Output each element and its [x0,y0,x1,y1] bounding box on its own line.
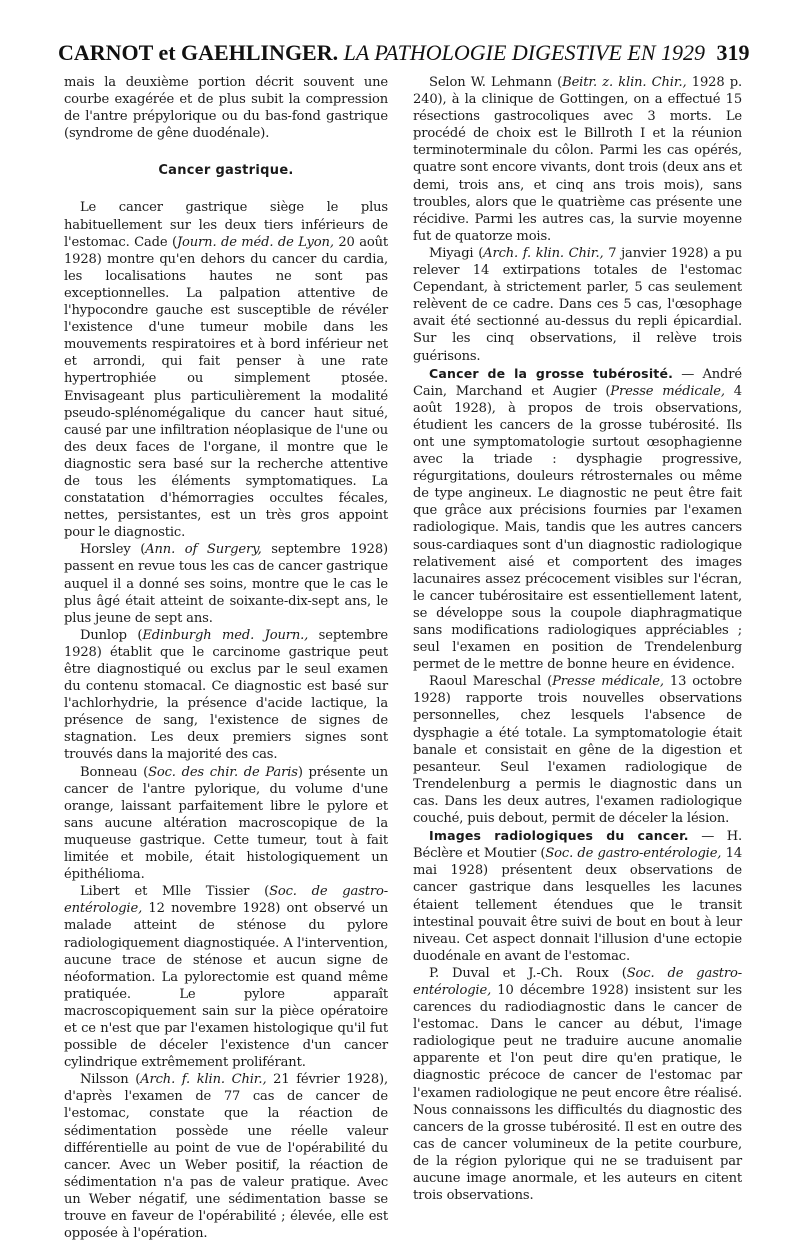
paragraph-dunlop: Dunlop (Edinburgh med. Journ., septembre 1928) établit que le carcinome gastrique peut être diagnostiqué ou exclus par le seul examen du contenu stomacal. Ce diagnostic est basé sur l'achlorhydrie, la présence d'acide lactique, la présence de sang, l'existence de signes de stagnation. Les deux premiers signes sont trouvés dans la majorité des cas. [64,627,388,763]
running-header [58,40,780,72]
paragraph-lehmann: Selon W. Lehmann (Beitr. z. klin. Chir., 1928 p. 240), à la clinique de Gottingen, on a effectué 15 résections gastrocoliques avec 3 morts. Le procédé de choix est le Billroth I et la réunion terminoterminale du côlon. Parmi les cas opérés, quatre sont encore vivants, dont trois (deux ans et demi, trois ans, et cinq ans trois mois), sans troubles, alors que le quatrième cas présente une récidive. Parmi les autres cas, la survie moyenne fut de quatorze mois. [413,75,742,244]
paragraph-miyagi: Miyagi (Arch. f. klin. Chir., 7 janvier 1928) a pu relever 14 extirpations totales de l'estomac Cependant, à strictement parler, 5 cas seulement relèvent de ce cadre. Dans ces 5 cas, l'œsophage avait été sectionné au-dessus du repli épicardial. Sur les cinq observations, il relève trois guérisons. [413,245,742,364]
citation-source: Beitr. z. klin. Chir., [562,75,687,90]
paragraph-images-radiologiques: Images radiologiques du cancer. — H. Béclère et Moutier (Soc. de gastro-entérologie, 14 mai 1928) présentent deux observations de cancer gastrique dans lesquelles les lacunes étaient tellement étendues que le transit intestinal pouvait être suivi de bout en bout à leur niveau. Cet aspect donnait l'illusion d'une ectopie duodénale en avant de l'estomac. [413,828,743,964]
citation-source: Ann. of Surgery, [145,542,262,558]
citation-source: Presse médicale, [552,674,664,690]
header-page-number: 319 [716,40,750,65]
paragraph-nilsson: Nilsson (Arch. f. klin. Chir., 21 février 1928), d'après l'examen de 77 cas de cancer de l'estomac, constate que la réaction de sédimentation possède une réelle valeur différentielle au point de vue de l'opérabilité du cancer. Avec un Weber positif, la réaction de sédimentation n'a pas de valeur pratique. Avec un Weber négatif, une sédimentation basse se trouve en faveur de l'opérabilité ; élevée, elle est opposée à l'opération. [64,1072,388,1242]
citation-source: Soc. de gastro-entérologie, [64,884,388,917]
header-journal-title: LA PATHOLOGIE DIGESTIVE EN [343,40,656,65]
right-column [413,74,743,1204]
header-year: 1929 [661,40,706,65]
citation-source: Presse médicale, [610,383,725,399]
citation-source: Soc. de gastro-entérologie, [545,846,722,862]
paragraph-duval-roux: P. Duval et J.-Ch. Roux (Soc. de gastro-entérologie, 10 décembre 1928) insistent sur les carences du radiodiagnostic dans le cancer de l'estomac. Dans le cancer au début, l'image radiologique peut ne traduire aucune anomalie apparente et l'on peut dire qu'en pratique, le diagnostic précoce de cancer de l'estomac par l'examen radiologique ne peut encore être réalisé. Nous connaissons les difficultés du diagnostic des cancers de la grosse tubérosité. Il est en outre des cas de cancer volumineux de la petite courbure, de la région pylorique qui ne se traduisent par aucune image anormale, et les auteurs en citent trois observations. [413,965,742,1204]
paragraph-mareschal: Raoul Mareschal (Presse médicale, 13 octobre 1928) rapporte trois nouvelles observations personnelles, chez lesquels l'absence de dysphagie a été totale. La symptomatologie était banale et consistait en gêne de la digestion et pesanteur. Seul l'examen radiologique de Trendelenburg a permis le diagnostic dans un cas. Dans les deux autres, l'examen radiologique couché, puis debout, permit de déceler la lésion. [413,674,742,827]
subsection-lead-grosse-tuberosite: Cancer de la grosse tubérosité. [429,365,674,381]
citation-source: Soc. de gastro-entérologie, [413,965,742,998]
paragraph-cade: Le cancer gastrique siège le plus habituellement sur les deux tiers inférieurs de l'estomac. Cade (Journ. de méd. de Lyon, 20 août 1928) montre qu'en dehors du cancer du cardia, les localisations hautes ne sont pas exceptionnelles. La palpation attentive de l'hypocondre gauche est susceptible de révéler l'existence d'une tumeur mobile dans les mouvements respiratoires et à bord inférieur net et arrondi, qui fait penser à une rate hypertrophiée ou simplement ptosée. Envisageant plus particulièrement la modalité pseudo-splénomégalique du cancer haut situé, causé par une infiltration néoplasique de l'une ou des deux faces de l'organe, il montre que le diagnostic sera basé sur la recherche attentive de tous les éléments symptomatiques. La constatation d'hémorragies occultes fécales, nettes, persistantes, est un très gros appoint pour le diagnostic. [64,200,388,541]
citation-source: Soc. des chir. de Paris [148,764,298,780]
citation-source: Arch. f. klin. Chir., [140,1072,267,1088]
subsection-lead-images-radiologiques: Images radiologiques du cancer. [429,828,689,844]
paragraph-horsley: Horsley (Ann. of Surgery, septembre 1928) passent en revue tous les cas de cancer gastrique auquel il a donné ses soins, montre que le cas le plus âgé était atteint de soixante-dix-sept ans, le plus jeune de sept ans. [64,542,388,626]
paragraph-bonneau: Bonneau (Soc. des chir. de Paris) présente un cancer de l'antre pylorique, du volume d'une orange, laissant parfaitement libre le pylore et sans aucune altération macroscopique de la muqueuse gastrique. Cette tumeur, tout à fait limitée et mobile, était histologiquement un épithélioma. [64,764,389,883]
citation-source: Edinburgh med. Journ., [142,627,309,643]
citation-source: Journ. de méd. de Lyon, [176,234,334,250]
paragraph-grosse-tuberosite: Cancer de la grosse tubérosité. — André Cain, Marchand et Augier (Presse médicale, 4 août 1928), à propos de trois observations, étudient les cancers de la grosse tubérosité. Ils ont une symptomatologie surtout œsophagienne avec la triade : dysphagie progressive, régurgitations, douleurs rétrosternales ou même de type angineux. Le diagnostic ne peut être fait que grâce aux précisions fournies par l'examen radiologique. Mais, tandis que les autres cancers sous-cardiaques sont d'un diagnostic radiologique relativement aisé et comportent des images lacunaires assez précocement visibles sur l'écran, le cancer tubérositaire est essentiellement latent, se développe sous la coupole diaphragmatique sans modifications radiologiques appréciables ; seul l'examen en position de Trendelenburg permet de le mettre de bonne heure en évidence. [413,365,742,673]
header-authors: CARNOT et GAEHLINGER. [58,40,339,65]
left-column [64,74,389,1242]
citation-source: Arch. f. klin. Chir., [483,245,604,261]
paragraph-libert-tissier: Libert et Mlle Tissier (Soc. de gastro-entérologie, 12 novembre 1928) ont observé un malade atteint de sténose du pylore radiologiquement diagnostiquée. A l'intervention, aucune trace de sténose et aucun signe de néoformation. La pylorectomie est quand même pratiquée. Le pylore apparaît macroscopiquement sain sur la pièce opératoire et ce n'est que par l'examen histologique qu'il fut possible de déceler l'existence d'un cancer cylindrique extrêmement proliférant. [64,884,388,1071]
section-heading-cancer-gastrique: Cancer gastrique. [158,163,294,179]
paragraph-duodenal-continuation: mais la deuxième portion décrit souvent une courbe exagérée et de plus subit la compression de l'antre prépylorique ou du bas-fond gastrique (syndrome de gêne duodénale). [64,75,388,142]
